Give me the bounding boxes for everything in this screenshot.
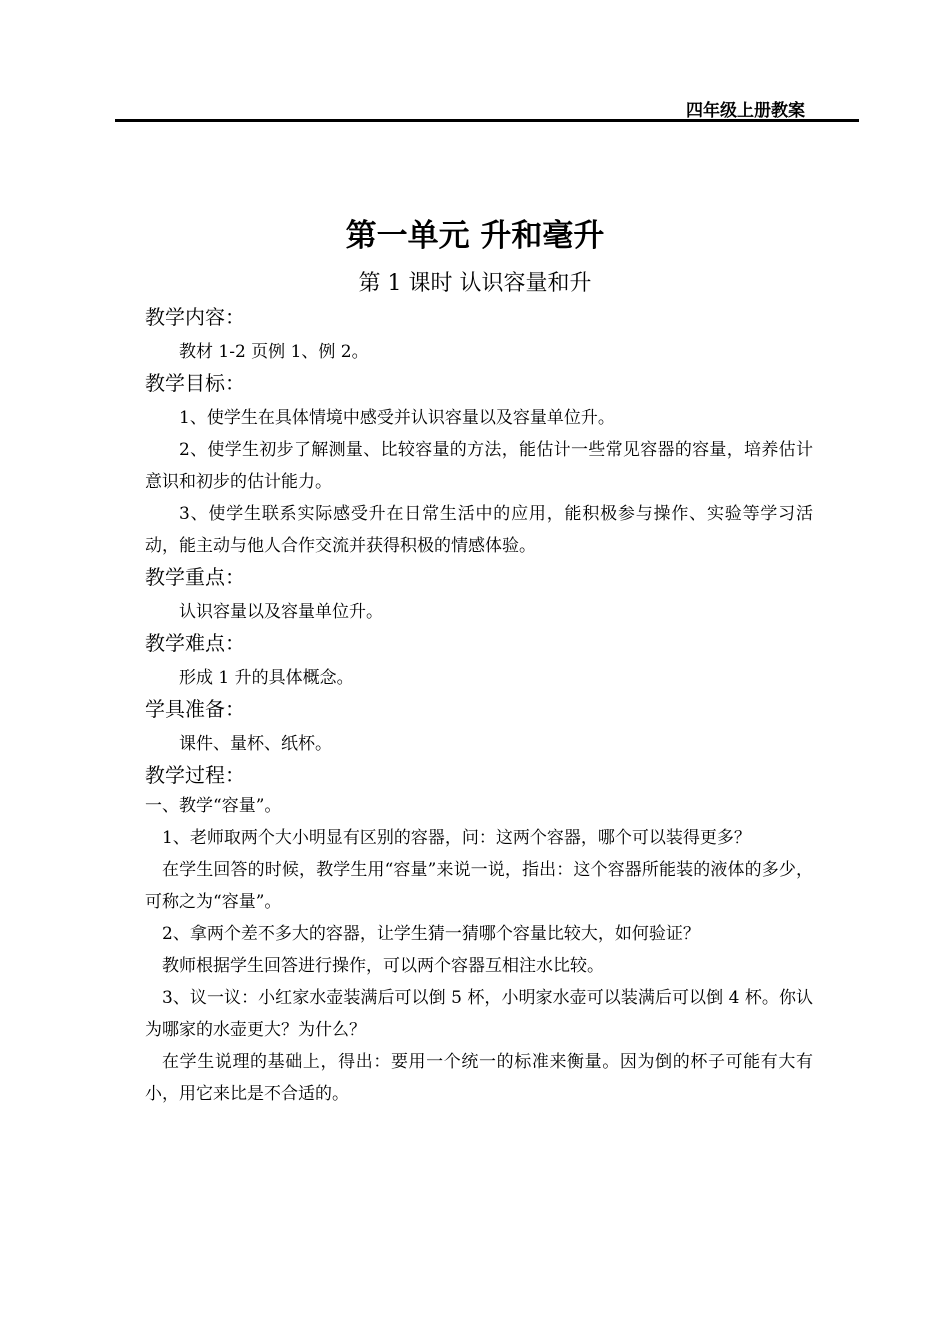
- header-rule: [115, 119, 859, 122]
- process-paragraph: 2、拿两个差不多大的容器，让学生猜一猜哪个容量比较大，如何验证？: [162, 924, 700, 944]
- process-paragraph: 1、老师取两个大小明显有区别的容器，问：这两个容器，哪个可以装得更多？: [162, 828, 751, 848]
- section-heading: 教学重点：: [145, 565, 245, 589]
- section-materials: [145, 694, 813, 760]
- page-title: 第一单元 升和毫升: [345, 218, 605, 254]
- process-paragraph: 在学生回答的时候，教学生用“容量”来说一说，指出：这个容器所能装的液体的多少，可称之为“容量”。: [145, 860, 813, 912]
- process-paragraph: 3、议一议：小红家水壶装满后可以倒 5 杯，小明家水壶可以装满后可以倒 4 杯。你认为哪家的水壶更大？为什么？: [145, 988, 813, 1040]
- section-content: [145, 302, 813, 368]
- section-heading: 教学目标：: [145, 371, 245, 395]
- section-paragraph: 课件、量杯、纸杯。: [179, 734, 332, 754]
- section-paragraph: 2、使学生初步了解测量、比较容量的方法，能估计一些常见容器的容量，培养估计意识和初步的估计能力。: [145, 440, 813, 492]
- process-paragraph: 在学生说理的基础上，得出：要用一个统一的标准来衡量。因为倒的杯子可能有大有小，用它来比是不合适的。: [145, 1052, 813, 1104]
- section-paragraph: 认识容量以及容量单位升。: [179, 602, 383, 622]
- section-objectives: [145, 368, 813, 562]
- section-heading: 教学难点：: [145, 631, 245, 655]
- section-heading: 教学过程：: [145, 763, 245, 787]
- section-key-points: [145, 562, 813, 628]
- section-heading: 教学内容：: [145, 305, 245, 329]
- section-process: [145, 760, 813, 1110]
- section-paragraph: 3、使学生联系实际感受升在日常生活中的应用，能积极参与操作、实验等学习活动，能主动与他人合作交流并获得积极的情感体验。: [145, 504, 813, 556]
- section-paragraph: 形成 1 升的具体概念。: [179, 668, 354, 688]
- lesson-content: [145, 302, 813, 1110]
- section-paragraph: 教材 1-2 页例 1、例 2。: [179, 342, 369, 362]
- header-text: 四年级上册教案: [686, 101, 805, 121]
- section-difficulties: [145, 628, 813, 694]
- lesson-subtitle: 第 1 课时 认识容量和升: [358, 271, 592, 296]
- section-paragraph: 1、使学生在具体情境中感受并认识容量以及容量单位升。: [179, 408, 615, 428]
- process-paragraph: 教师根据学生回答进行操作，可以两个容器互相注水比较。: [162, 956, 604, 976]
- section-heading: 学具准备：: [145, 697, 245, 721]
- process-section-title: 一、教学“容量”。: [145, 796, 282, 816]
